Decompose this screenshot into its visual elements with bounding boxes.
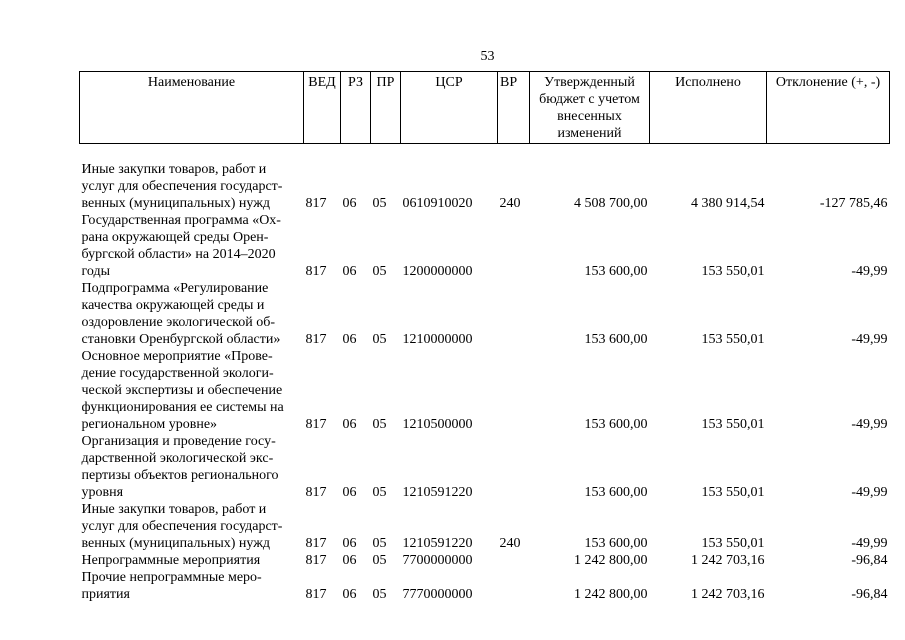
budget-execution-table: [79, 71, 890, 603]
row-budget: 153 600,00: [584, 484, 648, 500]
row-deviation: -49,99: [851, 263, 888, 279]
table-row: [80, 280, 890, 348]
header-executed: Исполнено: [650, 72, 767, 144]
header-rz: РЗ: [341, 72, 371, 144]
row-executed: 1 242 703,16: [691, 552, 765, 568]
row-rz: 06: [342, 263, 357, 279]
row-pr: 05: [372, 484, 387, 500]
row-vr: [498, 348, 530, 433]
row-name: Государственная программа «Ох-рана окружающей среды Орен-бургской области» на 2014–2020 годы: [81, 212, 281, 279]
row-deviation: -49,99: [851, 535, 888, 551]
header-csr: ЦСР: [401, 72, 498, 144]
row-vr: [498, 569, 530, 603]
row-ved: 817: [305, 484, 327, 500]
row-rz: 06: [342, 586, 357, 602]
header-budget: Утвержденный бюджет с учетом внесенных изменений: [530, 72, 650, 144]
row-budget: 4 508 700,00: [574, 195, 648, 211]
row-pr: 05: [372, 552, 387, 568]
row-csr: 1210591220: [402, 484, 473, 500]
row-vr: [498, 433, 530, 501]
row-ved: 817: [305, 535, 327, 551]
row-ved: 817: [305, 586, 327, 602]
row-deviation: -49,99: [851, 416, 888, 432]
row-executed: 153 550,01: [701, 263, 765, 279]
row-csr: 0610910020: [402, 195, 473, 211]
table-header: [80, 72, 890, 144]
header-pr: ПР: [371, 72, 401, 144]
row-deviation: -96,84: [851, 552, 888, 568]
row-name: Подпрограмма «Регулирование качества окружающей среды и оздоровление экологической об-становки Оренбургской области»: [81, 280, 281, 347]
table-row: [80, 144, 890, 212]
row-deviation: -49,99: [851, 484, 888, 500]
row-name: Непрограммные мероприятия: [81, 552, 261, 568]
header-deviation: Отклонение (+, -): [767, 72, 890, 144]
row-executed: 153 550,01: [701, 416, 765, 432]
table-row: [80, 552, 890, 569]
row-budget: 153 600,00: [584, 263, 648, 279]
row-name: Иные закупки товаров, работ и услуг для обеспечения государст-венных (муниципальных) нужд: [81, 161, 283, 211]
page-number: 53: [480, 49, 495, 64]
row-executed: 153 550,01: [701, 484, 765, 500]
row-pr: 05: [372, 331, 387, 347]
row-rz: 06: [342, 535, 357, 551]
table-row: [80, 569, 890, 603]
table-row: [80, 501, 890, 552]
row-pr: 05: [372, 263, 387, 279]
row-pr: 05: [372, 535, 387, 551]
table-row: [80, 212, 890, 280]
row-vr: [498, 552, 530, 569]
row-vr: 240: [499, 535, 521, 551]
row-budget: 153 600,00: [584, 416, 648, 432]
header-vr: ВР: [498, 72, 530, 144]
row-pr: 05: [372, 195, 387, 211]
row-budget: 153 600,00: [584, 331, 648, 347]
table-body: [80, 144, 890, 603]
row-rz: 06: [342, 331, 357, 347]
row-csr: 1210000000: [402, 331, 473, 347]
row-ved: 817: [305, 416, 327, 432]
row-ved: 817: [305, 195, 327, 211]
row-budget: 153 600,00: [584, 535, 648, 551]
header-ved: ВЕД: [304, 72, 341, 144]
row-csr: 7770000000: [402, 586, 473, 602]
row-csr: 1210591220: [402, 535, 473, 551]
row-budget: 1 242 800,00: [574, 552, 648, 568]
row-vr: 240: [499, 195, 521, 211]
row-executed: 153 550,01: [701, 331, 765, 347]
row-vr: [498, 280, 530, 348]
row-deviation: -127 785,46: [819, 195, 888, 211]
row-vr: [498, 212, 530, 280]
header-name: Наименование: [80, 72, 304, 144]
table-row: [80, 433, 890, 501]
row-pr: 05: [372, 586, 387, 602]
row-name: Основное мероприятие «Прове-дение государственной экологи-ческой экспертизы и обеспечение функционирования ее системы на региональном уровне»: [81, 348, 284, 432]
row-name: Организация и проведение госу-дарственной экологической экс-пертизы объектов регионального уровня: [81, 433, 279, 500]
row-name: Прочие непрограммные меро-приятия: [81, 569, 262, 602]
row-executed: 153 550,01: [701, 535, 765, 551]
row-name: Иные закупки товаров, работ и услуг для обеспечения государст-венных (муниципальных) нужд: [81, 501, 283, 551]
row-ved: 817: [305, 263, 327, 279]
row-rz: 06: [342, 484, 357, 500]
row-ved: 817: [305, 552, 327, 568]
row-rz: 06: [342, 416, 357, 432]
row-csr: 1200000000: [402, 263, 473, 279]
row-executed: 1 242 703,16: [691, 586, 765, 602]
row-csr: 7700000000: [402, 552, 473, 568]
table-row: [80, 348, 890, 433]
row-rz: 06: [342, 195, 357, 211]
row-deviation: -96,84: [851, 586, 888, 602]
row-executed: 4 380 914,54: [691, 195, 765, 211]
row-ved: 817: [305, 331, 327, 347]
row-budget: 1 242 800,00: [574, 586, 648, 602]
row-pr: 05: [372, 416, 387, 432]
row-csr: 1210500000: [402, 416, 473, 432]
row-deviation: -49,99: [851, 331, 888, 347]
row-rz: 06: [342, 552, 357, 568]
